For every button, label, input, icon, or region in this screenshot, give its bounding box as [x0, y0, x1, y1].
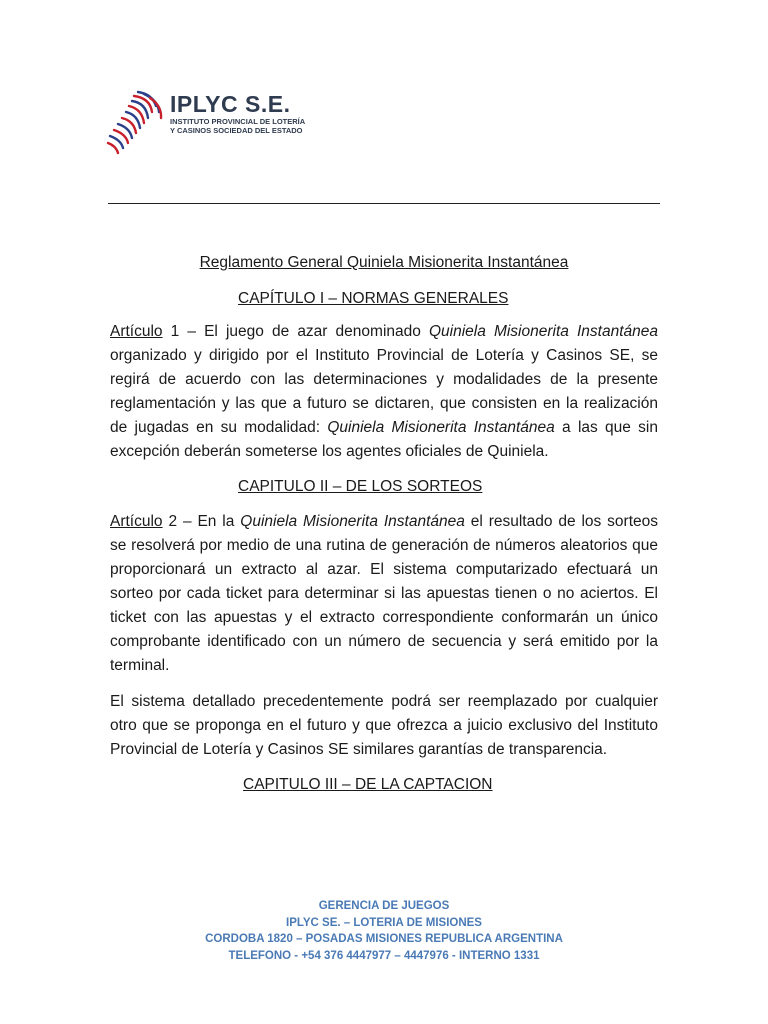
article-1	[110, 320, 658, 464]
footer	[0, 898, 768, 964]
chapter-3-heading: CAPITULO III – DE LA CAPTACION	[243, 776, 493, 793]
article-1-text-a: 1 – El juego de azar denominado	[162, 323, 429, 340]
paragraph-3: El sistema detallado precedentemente podrá ser reemplazado por cualquier otro que se proponga en el futuro y que ofrezca a juicio exclusivo del Instituto Provincial de Lotería y Casinos SE similares garantías de transparencia.	[110, 693, 658, 758]
article-1-label: Artículo	[110, 323, 163, 340]
chapter-2-heading: CAPITULO II – DE LOS SORTEOS	[238, 478, 483, 495]
header-divider	[108, 203, 660, 204]
logo-subtitle-line2: Y CASINOS SOCIEDAD DEL ESTADO	[170, 126, 303, 135]
footer-line-3: CORDOBA 1820 – POSADAS MISIONES REPUBLICA ARGENTINA	[205, 933, 563, 945]
footer-line-2: IPLYC SE. – LOTERIA DE MISIONES	[286, 916, 482, 929]
fingerprint-map-icon	[104, 88, 168, 160]
article-1-game-name: Quiniela Misionerita Instantánea	[428, 323, 658, 340]
iplyc-logo	[104, 88, 344, 160]
article-2	[110, 510, 658, 678]
chapter-1-heading: CAPÍTULO I – NORMAS GENERALES	[238, 290, 509, 307]
footer-line-1: GERENCIA DE JUEGOS	[318, 900, 450, 912]
article-1-text-b: organizado y dirigido por el Instituto Provincial de Lotería y Casinos SE, se regirá de acuerdo con las determinaciones y modalidades de la presente reglamentación y las que a futuro se dictaren, que consisten en la realización de jugadas en su modalidad:	[110, 347, 658, 436]
footer-line-4: TELEFONO - +54 376 4447977 – 4447976 - INTERNO 1331	[228, 949, 540, 962]
document-body	[110, 252, 658, 796]
article-1-text-c: a las que sin excepción deberán someterse los agentes oficiales de Quiniela.	[110, 419, 658, 460]
document-title: Reglamento General Quiniela Misionerita Instantánea	[199, 254, 569, 271]
logo-name: IPLYC S.E.	[170, 91, 291, 117]
article-1-game-name-2: Quiniela Misionerita Instantánea	[327, 419, 555, 436]
logo-subtitle-line1: INSTITUTO PROVINCIAL DE LOTERÍA	[170, 117, 306, 126]
article-2-game-name: Quiniela Misionerita Instantánea	[240, 513, 465, 530]
article-2-text-a: 2 – En la	[162, 513, 241, 530]
article-2-label: Artículo	[110, 513, 163, 530]
article-2-text-b: el resultado de los sorteos se resolverá por medio de una rutina de generación de números aleatorios que proporcionará un extracto al azar. El sistema computarizado efectuará un sorteo por cada ticket para determinar si las apuestas tienen o no aciertos. El ticket con las apuestas y el extracto correspondiente conformarán un único comprobante identificado con un número de secuencia y será emitido por la terminal.	[110, 513, 659, 674]
